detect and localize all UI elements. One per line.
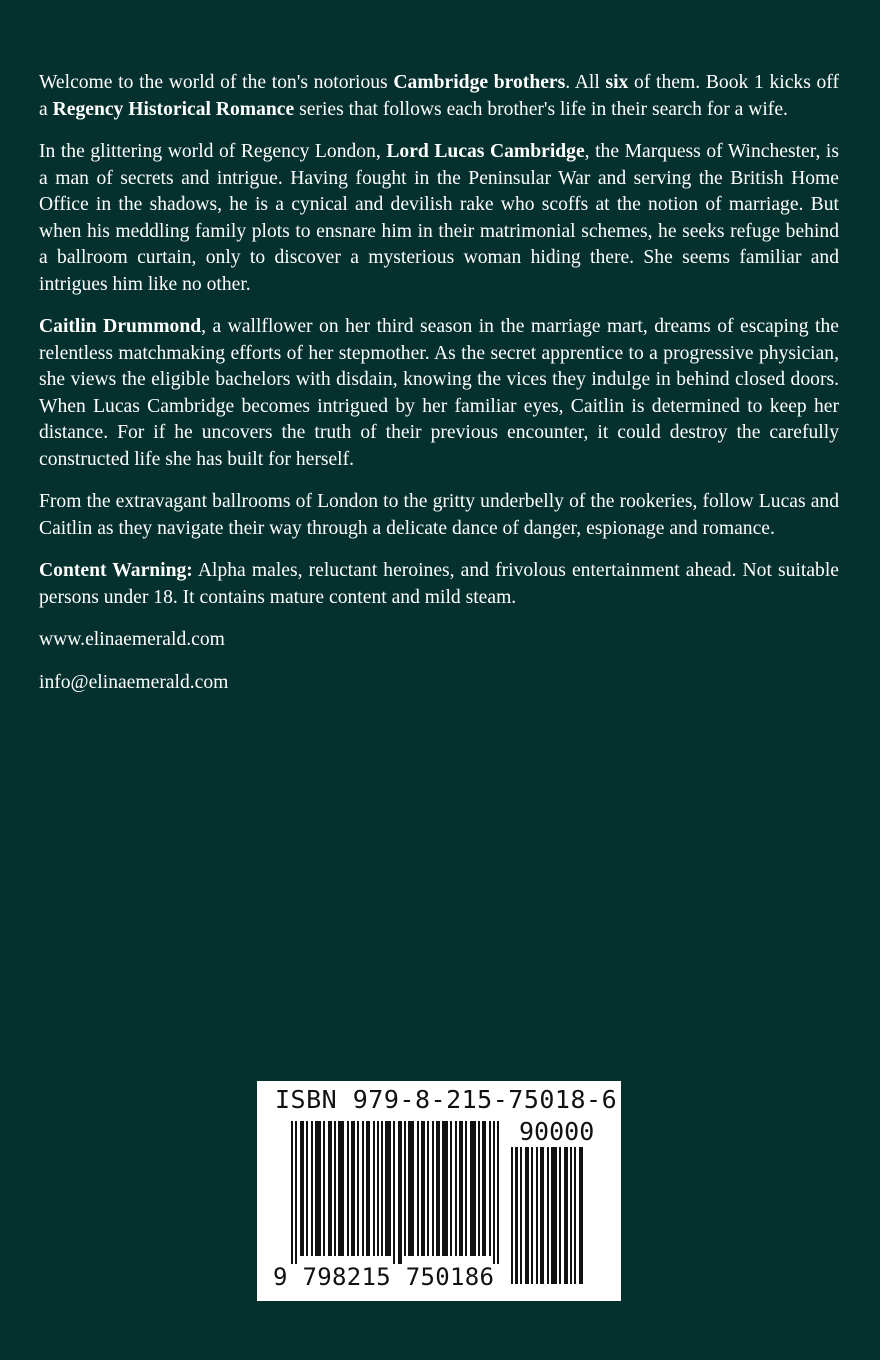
isbn-label: ISBN 979-8-215-75018-6 [275,1085,618,1114]
barcode-bar [511,1147,513,1284]
barcode-bar [334,1121,336,1256]
barcode-bar [328,1121,332,1256]
barcode-bar [373,1121,375,1256]
barcode-digits: 9 798215 750186 [273,1263,495,1291]
barcode-bar [295,1121,297,1264]
barcode-bar [432,1121,434,1256]
barcode-bar [564,1147,568,1284]
barcode-bar [408,1121,414,1256]
barcode-bar [291,1121,293,1264]
barcode-bar [465,1121,467,1256]
barcode-bar [520,1147,522,1284]
barcode-bar [478,1121,480,1256]
barcode-bar [377,1121,379,1256]
barcode-bar [366,1121,370,1256]
main-barcode-bars [291,1121,499,1264]
blurb-paragraph-caitlin: Caitlin Drummond, a wallflower on her third season in the marriage mart, dreams of escaping the relentless matchmaking efforts of her stepmother. As the secret apprentice to a progressive physician, she views the eligible bachelors with disdain, knowing the vices they indulge in behind closed doors. When Lucas Cambridge becomes intrigued by her familiar eyes, Caitlin is determined to keep her distance. For if he uncovers the truth of their previous encounter, it could destroy the carefully constructed life she has built for herself. [39,316,839,470]
barcode-bar [540,1147,544,1284]
barcode-bar [338,1121,344,1256]
barcode-bar [531,1147,533,1284]
barcode-bar [536,1147,538,1284]
barcode-bar [323,1121,325,1256]
barcode-bar [547,1147,549,1284]
addon-barcode-bars [511,1147,583,1284]
author-email[interactable]: info@elinaemerald.com [39,671,229,693]
content-warning: Content Warning: Alpha males, reluctant heroines, and frivolous entertainment ahead. Not suitable persons under 18. It contains mature content and mild steam. [39,560,839,608]
barcode-bar [351,1121,355,1256]
barcode-bar [497,1121,499,1264]
price-code: 90000 [519,1117,595,1146]
blurb-text [39,70,839,712]
barcode-bar [482,1121,486,1256]
barcode-bar [525,1147,529,1284]
barcode-bar [459,1121,463,1256]
barcode-bar [347,1121,349,1256]
barcode-bar [450,1121,452,1256]
barcode-bar [385,1121,391,1256]
barcode-bar [398,1121,402,1264]
barcode-bar [551,1147,557,1284]
barcode-bar [427,1121,429,1256]
barcode-bar [300,1121,304,1256]
barcode-bar [579,1147,583,1284]
barcode-bar [362,1121,364,1256]
barcode-bar [404,1121,406,1256]
barcode-bar [574,1147,576,1284]
blurb-paragraph-intro: Welcome to the world of the ton's notorious Cambridge brothers. All six of them. Book 1 kicks off a Regency Historical Romance series that follows each brother's life in their search for a wife. [39,72,839,120]
author-website[interactable]: www.elinaemerald.com [39,629,225,650]
barcode-bar [393,1121,395,1264]
barcode-bar [515,1147,518,1284]
blurb-paragraph-setting: From the extravagant ballrooms of London to the gritty underbelly of the rookeries, follow Lucas and Caitlin as they navigate their way through a delicate dance of danger, espionage and romance. [39,491,839,539]
barcode-bar [381,1121,383,1256]
barcode-bar [493,1121,495,1264]
barcode-bar [311,1121,313,1256]
barcode-bar [442,1121,448,1256]
barcode-bar [421,1121,425,1256]
barcode-bar [455,1121,457,1256]
barcode-bar [570,1147,572,1284]
barcode-bar [559,1147,561,1284]
barcode-bar [489,1121,491,1256]
barcode-bar [315,1121,321,1256]
barcode-bar [306,1121,308,1256]
barcode-bar [357,1121,359,1256]
blurb-paragraph-lucas: In the glittering world of Regency London, Lord Lucas Cambridge, the Marquess of Winchester, is a man of secrets and intrigue. Having fought in the Peninsular War and serving the British Home Office in the shadows, he is a cynical and devilish rake who scoffs at the notion of marriage. But when his meddling family plots to ensnare him in their matrimonial schemes, he seeks refuge behind a ballroom curtain, only to discover a mysterious woman hiding there. She seems familiar and intrigues him like no other. [39,141,839,295]
barcode-bar [417,1121,419,1256]
barcode-bar [436,1121,440,1256]
isbn-barcode [257,1081,621,1301]
barcode-bar [470,1121,476,1256]
